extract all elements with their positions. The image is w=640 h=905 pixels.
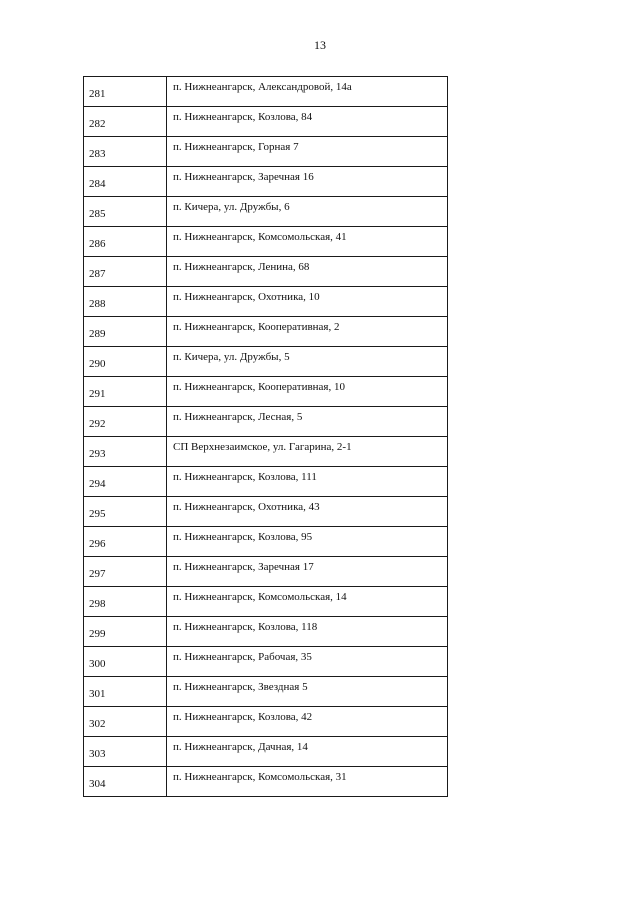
row-address: п. Нижнеангарск, Козлова, 95 [167, 527, 448, 557]
row-address: п. Нижнеангарск, Козлова, 42 [167, 707, 448, 737]
row-number: 299 [84, 617, 167, 647]
row-address: СП Верхнезаимское, ул. Гагарина, 2-1 [167, 437, 448, 467]
row-address: п. Кичера, ул. Дружбы, 6 [167, 197, 448, 227]
row-address: п. Нижнеангарск, Лесная, 5 [167, 407, 448, 437]
row-number: 288 [84, 287, 167, 317]
row-number: 292 [84, 407, 167, 437]
row-number: 300 [84, 647, 167, 677]
row-address: п. Нижнеангарск, Охотника, 10 [167, 287, 448, 317]
row-number: 286 [84, 227, 167, 257]
table-row [84, 617, 448, 647]
table-row [84, 137, 448, 167]
row-number: 281 [84, 77, 167, 107]
table-row [84, 287, 448, 317]
row-number: 289 [84, 317, 167, 347]
table-row [84, 377, 448, 407]
row-number: 304 [84, 767, 167, 797]
table-row [84, 707, 448, 737]
row-address: п. Нижнеангарск, Комсомольская, 31 [167, 767, 448, 797]
table-row [84, 767, 448, 797]
address-table-body [84, 77, 448, 797]
row-number: 297 [84, 557, 167, 587]
row-address: п. Нижнеангарск, Дачная, 14 [167, 737, 448, 767]
row-address: п. Нижнеангарск, Козлова, 118 [167, 617, 448, 647]
row-number: 298 [84, 587, 167, 617]
row-address: п. Нижнеангарск, Александровой, 14а [167, 77, 448, 107]
row-address: п. Кичера, ул. Дружбы, 5 [167, 347, 448, 377]
row-number: 284 [84, 167, 167, 197]
table-row [84, 527, 448, 557]
table-row [84, 257, 448, 287]
row-address: п. Нижнеангарск, Кооперативная, 2 [167, 317, 448, 347]
row-number: 302 [84, 707, 167, 737]
table-row [84, 317, 448, 347]
row-address: п. Нижнеангарск, Комсомольская, 14 [167, 587, 448, 617]
table-row [84, 197, 448, 227]
row-address: п. Нижнеангарск, Заречная 17 [167, 557, 448, 587]
row-address: п. Нижнеангарск, Заречная 16 [167, 167, 448, 197]
row-number: 291 [84, 377, 167, 407]
table-row [84, 167, 448, 197]
table-row [84, 557, 448, 587]
table-row [84, 227, 448, 257]
row-number: 296 [84, 527, 167, 557]
row-address: п. Нижнеангарск, Горная 7 [167, 137, 448, 167]
row-number: 285 [84, 197, 167, 227]
table-row [84, 467, 448, 497]
table-row [84, 347, 448, 377]
row-number: 282 [84, 107, 167, 137]
row-address: п. Нижнеангарск, Звездная 5 [167, 677, 448, 707]
row-address: п. Нижнеангарск, Кооперативная, 10 [167, 377, 448, 407]
table-row [84, 737, 448, 767]
table-row [84, 587, 448, 617]
row-address: п. Нижнеангарск, Козлова, 84 [167, 107, 448, 137]
row-number: 295 [84, 497, 167, 527]
table-row [84, 647, 448, 677]
row-number: 303 [84, 737, 167, 767]
row-number: 301 [84, 677, 167, 707]
table-row [84, 407, 448, 437]
table-row [84, 677, 448, 707]
row-number: 293 [84, 437, 167, 467]
table-row [84, 107, 448, 137]
row-address: п. Нижнеангарск, Охотника, 43 [167, 497, 448, 527]
address-table [83, 76, 448, 797]
table-row [84, 77, 448, 107]
row-address: п. Нижнеангарск, Рабочая, 35 [167, 647, 448, 677]
row-number: 287 [84, 257, 167, 287]
row-number: 294 [84, 467, 167, 497]
row-address: п. Нижнеангарск, Ленина, 68 [167, 257, 448, 287]
table-row [84, 497, 448, 527]
page-number: 13 [314, 38, 326, 52]
table-row [84, 437, 448, 467]
row-address: п. Нижнеангарск, Козлова, 111 [167, 467, 448, 497]
row-address: п. Нижнеангарск, Комсомольская, 41 [167, 227, 448, 257]
row-number: 290 [84, 347, 167, 377]
row-number: 283 [84, 137, 167, 167]
